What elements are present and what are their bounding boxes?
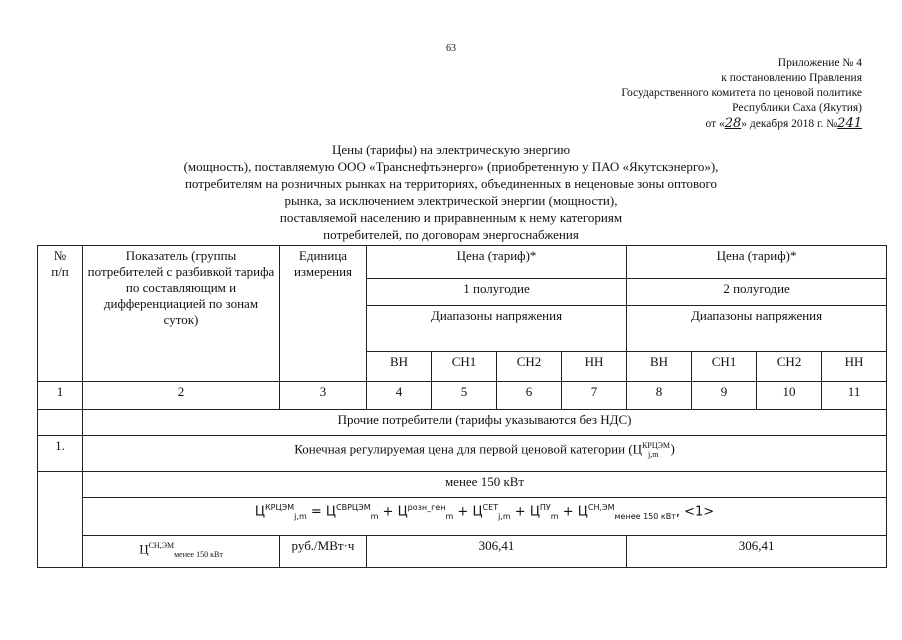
- header-unit: Единица измерения: [280, 246, 367, 382]
- appendix-line-2: к постановлению Правления: [721, 72, 862, 84]
- row-1-sup: КРЦЭМ: [642, 441, 671, 450]
- appendix-line-4: Республики Саха (Якутия): [732, 102, 862, 114]
- col-number: 10: [757, 382, 822, 410]
- sn-em-symbol: Ц: [139, 541, 149, 557]
- formula-term-4-sup: ПУ: [539, 503, 551, 512]
- title-line-4: рынка, за исключением электрической энергии (мощности),: [284, 193, 618, 208]
- col-number: 9: [692, 382, 757, 410]
- col-number: 8: [627, 382, 692, 410]
- column-numbers-row: [38, 382, 887, 410]
- resolution-number: 241: [837, 116, 862, 131]
- row-1-text: Конечная регулируемая цена для первой ценовой категории (Ц: [294, 441, 643, 457]
- voltage-sn1-1: СН1: [432, 352, 497, 382]
- voltage-sn2-2: СН2: [757, 352, 822, 382]
- other-consumers-label: Прочие потребители (тарифы указываются без НДС): [83, 410, 887, 436]
- sn-em-value-half-1: 306,41: [367, 536, 627, 568]
- voltage-vn-1: ВН: [367, 352, 432, 382]
- below-150-num: [38, 472, 83, 568]
- sn-em-sub: менее 150 кВт: [174, 549, 223, 559]
- formula-lhs-sup: КРЦЭМ: [264, 503, 295, 512]
- below-150-label: менее 150 кВт: [83, 472, 887, 498]
- col-number: 2: [83, 382, 280, 410]
- header-indicator: Показатель (группы потребителей с разбивкой тарифа по составляющим и дифференциацией по зонам суток): [83, 246, 280, 382]
- formula-term-4-sub: m: [550, 511, 559, 521]
- appendix-line-1: Приложение № 4: [777, 57, 862, 69]
- title-line-3: потребителям на розничных рынках на территориях, объединенных в неценовые зоны оптового: [184, 176, 718, 191]
- header-price-2: Цена (тариф)*: [627, 246, 887, 279]
- row-1-label: [83, 436, 887, 472]
- col-number: 4: [367, 382, 432, 410]
- col-number: 7: [562, 382, 627, 410]
- voltage-nn-1: НН: [562, 352, 627, 382]
- formula-term-4: Ц: [529, 504, 540, 520]
- appendix-date-line: [621, 116, 862, 132]
- formula-term-5: Ц: [577, 504, 588, 520]
- header-half-2: 2 полугодие: [627, 279, 887, 306]
- row-1-num: 1.: [38, 436, 83, 472]
- date-suffix: » декабря 2018 г. №: [741, 118, 838, 130]
- page-number: 63: [446, 43, 456, 54]
- sn-em-sup: СН,ЭМ: [148, 541, 175, 550]
- date-prefix: от «: [705, 118, 725, 130]
- formula-term-2-sub: m: [445, 511, 454, 521]
- formula-lhs-sub: j,m: [294, 511, 307, 521]
- header-ranges-2: Диапазоны напряжения: [627, 306, 887, 352]
- price-formula: $Ц^{КРЦЭМ}_{j,m} = Ц^{СВРЦЭМ}_m + Ц^{розн\_ген}_m + Ц^{СЕТ}_{j,m} + Ц^{ПУ}_m + Ц^{СН,ЭМ}_{менее 150 кВт}$, <1>: [83, 498, 887, 536]
- sn-em-unit: руб./МВт·ч: [280, 536, 367, 568]
- voltage-sn1-2: СН1: [692, 352, 757, 382]
- formula-term-2-sup: розн_ген: [407, 503, 446, 512]
- appendix-line-3: Государственного комитета по ценовой политике: [621, 87, 862, 99]
- formula-term-5-sup: СН,ЭМ: [587, 503, 615, 512]
- header-num: № п/п: [38, 246, 83, 382]
- other-consumers-num: [38, 410, 83, 436]
- title-line-5: поставляемой населению и приравненным к нему категориям: [279, 210, 623, 225]
- row-1-sub: j,m: [648, 449, 659, 459]
- sn-em-value-half-2: 306,41: [627, 536, 887, 568]
- title-line-1: Цены (тарифы) на электрическую энергию: [331, 142, 571, 157]
- date-day: 28: [724, 116, 742, 131]
- formula-term-3-sup: СЕТ: [482, 503, 499, 512]
- voltage-sn2-1: СН2: [497, 352, 562, 382]
- formula-term-3: Ц: [472, 504, 483, 520]
- appendix-header: [621, 56, 862, 132]
- formula-term-2: Ц: [397, 504, 408, 520]
- formula-lhs: Ц: [254, 504, 265, 520]
- formula-term-1-sup: СВРЦЭМ: [336, 503, 371, 512]
- document-title: [0, 141, 902, 243]
- col-number: 1: [38, 382, 83, 410]
- col-number: 5: [432, 382, 497, 410]
- voltage-nn-2: НН: [822, 352, 887, 382]
- formula-term-3-sub: j,m: [498, 511, 511, 521]
- row-1-close: ): [670, 441, 675, 457]
- header-ranges-1: Диапазоны напряжения: [367, 306, 627, 352]
- formula-term-5-sub: менее 150 кВт: [614, 511, 676, 521]
- formula-tail: , <1>: [675, 504, 715, 520]
- col-number: 11: [822, 382, 887, 410]
- voltage-vn-2: ВН: [627, 352, 692, 382]
- col-number: 3: [280, 382, 367, 410]
- formula-term-1-sub: m: [370, 511, 379, 521]
- tariff-table: [37, 245, 887, 568]
- header-price-1: Цена (тариф)*: [367, 246, 627, 279]
- title-line-6: потребителей, по договорам энергоснабжения: [323, 227, 579, 242]
- formula-term-1: Ц: [325, 504, 336, 520]
- header-half-1: 1 полугодие: [367, 279, 627, 306]
- col-number: 6: [497, 382, 562, 410]
- title-line-2: (мощность), поставляемую ООО «Транснефтьэнерго» (приобретенную у ПАО «Якутскэнерго»),: [183, 159, 719, 174]
- sn-em-label: [83, 536, 280, 568]
